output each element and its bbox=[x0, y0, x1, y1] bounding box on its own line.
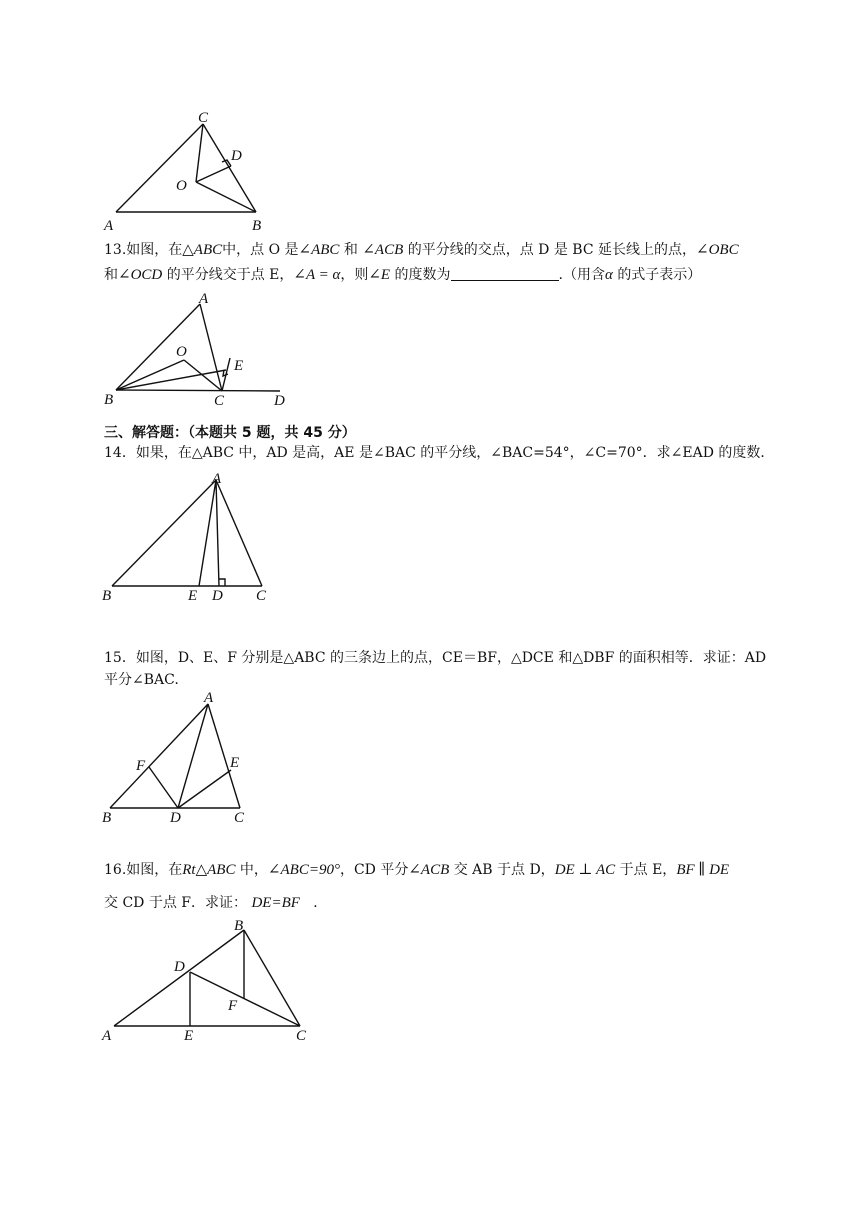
q13-alpha: α bbox=[604, 267, 613, 283]
label-a: A bbox=[212, 471, 222, 487]
label-b: B bbox=[104, 392, 114, 408]
label-a: A bbox=[104, 218, 114, 234]
q16-angle: ∠ACB bbox=[408, 862, 450, 878]
q13-angle: ∠OCD bbox=[118, 267, 163, 283]
q13-condition: ∠A = α bbox=[293, 267, 341, 283]
q16-text: 交 CD 于点 F．求证： bbox=[104, 895, 248, 911]
answer-blank[interactable] bbox=[451, 266, 559, 281]
q14-text: 14．如果，在△ABC 中，AD 是高，AE 是∠BAC 的平分线，∠BAC=54°，∠C=70°．求∠EAD 的度数． bbox=[104, 445, 775, 461]
q13-triangle: △ABC bbox=[182, 242, 223, 258]
label-a: A bbox=[199, 291, 209, 307]
label-e: E bbox=[234, 358, 244, 374]
q15-line1: 15．如图，D、E、F 分别是△ABC 的三条边上的点，CE＝BF，△DCE 和△DBF 的面积相等．求证：AD bbox=[104, 650, 767, 666]
label-b: B bbox=[102, 588, 112, 604]
label-c: C bbox=[214, 393, 225, 409]
figure-q16 bbox=[96, 914, 326, 1048]
q16-text: 交 AB 于点 D， bbox=[453, 862, 555, 878]
q13-angle: ∠OBC bbox=[696, 242, 739, 258]
q13-text: 和 bbox=[104, 267, 118, 283]
q16-line2 bbox=[104, 893, 327, 913]
q16-perpendicular: DE ⊥ AC bbox=[554, 862, 616, 878]
figure-q12 bbox=[96, 104, 286, 234]
label-c: C bbox=[198, 110, 209, 126]
section-heading: 三、解答题：（本题共 5 题，共 45 分） bbox=[104, 425, 356, 441]
label-e: E bbox=[184, 1028, 194, 1044]
q16-text: 中， bbox=[239, 862, 268, 878]
label-c: C bbox=[256, 588, 267, 604]
figure-q14 bbox=[96, 468, 286, 604]
label-f: F bbox=[228, 998, 238, 1014]
label-f: F bbox=[136, 758, 146, 774]
q13-angle: ∠ABC bbox=[298, 242, 340, 258]
q13-text: 的平分线的交点，点 D 是 BC 延长线上的点， bbox=[407, 242, 696, 258]
label-b: B bbox=[252, 218, 262, 234]
label-b: B bbox=[102, 810, 112, 826]
q13-text: 的平分线交于点 E， bbox=[166, 267, 294, 283]
q13-text: 中，点 O 是 bbox=[222, 242, 299, 258]
q16-text: 16.如图，在 bbox=[104, 862, 183, 878]
q13-text: 的度数为 bbox=[394, 267, 451, 283]
q13-line1 bbox=[104, 240, 739, 260]
figure-q15 bbox=[96, 686, 266, 828]
q13-text: ，则 bbox=[340, 267, 369, 283]
q13-angle: ∠E bbox=[368, 267, 391, 283]
label-o: O bbox=[176, 178, 187, 194]
q13-text: .（用含 bbox=[558, 267, 605, 283]
q13-text: 和 bbox=[343, 242, 358, 258]
label-b: B bbox=[234, 918, 244, 934]
label-d: D bbox=[212, 588, 223, 604]
q16-parallel: BF ∥ DE bbox=[676, 862, 730, 878]
label-d: D bbox=[174, 959, 185, 975]
q13-text: 的式子表示） bbox=[617, 267, 702, 283]
q16-text: ，CD 平分 bbox=[339, 862, 409, 878]
label-c: C bbox=[234, 810, 245, 826]
q15-line2: 平分∠BAC. bbox=[104, 672, 179, 688]
q16-line1 bbox=[104, 860, 729, 880]
label-d: D bbox=[231, 148, 242, 164]
q16-text: 于点 E， bbox=[619, 862, 677, 878]
label-d: D bbox=[170, 810, 181, 826]
label-a: A bbox=[102, 1028, 112, 1044]
q16-goal: DE=BF bbox=[251, 895, 300, 911]
label-o: O bbox=[176, 344, 187, 360]
q13-angle: ∠ACB bbox=[362, 242, 404, 258]
q13-line2 bbox=[104, 265, 701, 285]
label-c: C bbox=[296, 1028, 307, 1044]
q13-text: 如图，在 bbox=[126, 242, 183, 258]
figure-q13 bbox=[96, 290, 306, 410]
q16-text: ． bbox=[313, 895, 328, 911]
label-e: E bbox=[230, 755, 240, 771]
q16-triangle: Rt△ABC bbox=[182, 862, 236, 878]
label-a: A bbox=[204, 690, 214, 706]
q13-number: 13. bbox=[104, 242, 127, 258]
label-e: E bbox=[188, 588, 198, 604]
q16-condition: ∠ABC=90° bbox=[267, 862, 340, 878]
label-d: D bbox=[274, 393, 285, 409]
